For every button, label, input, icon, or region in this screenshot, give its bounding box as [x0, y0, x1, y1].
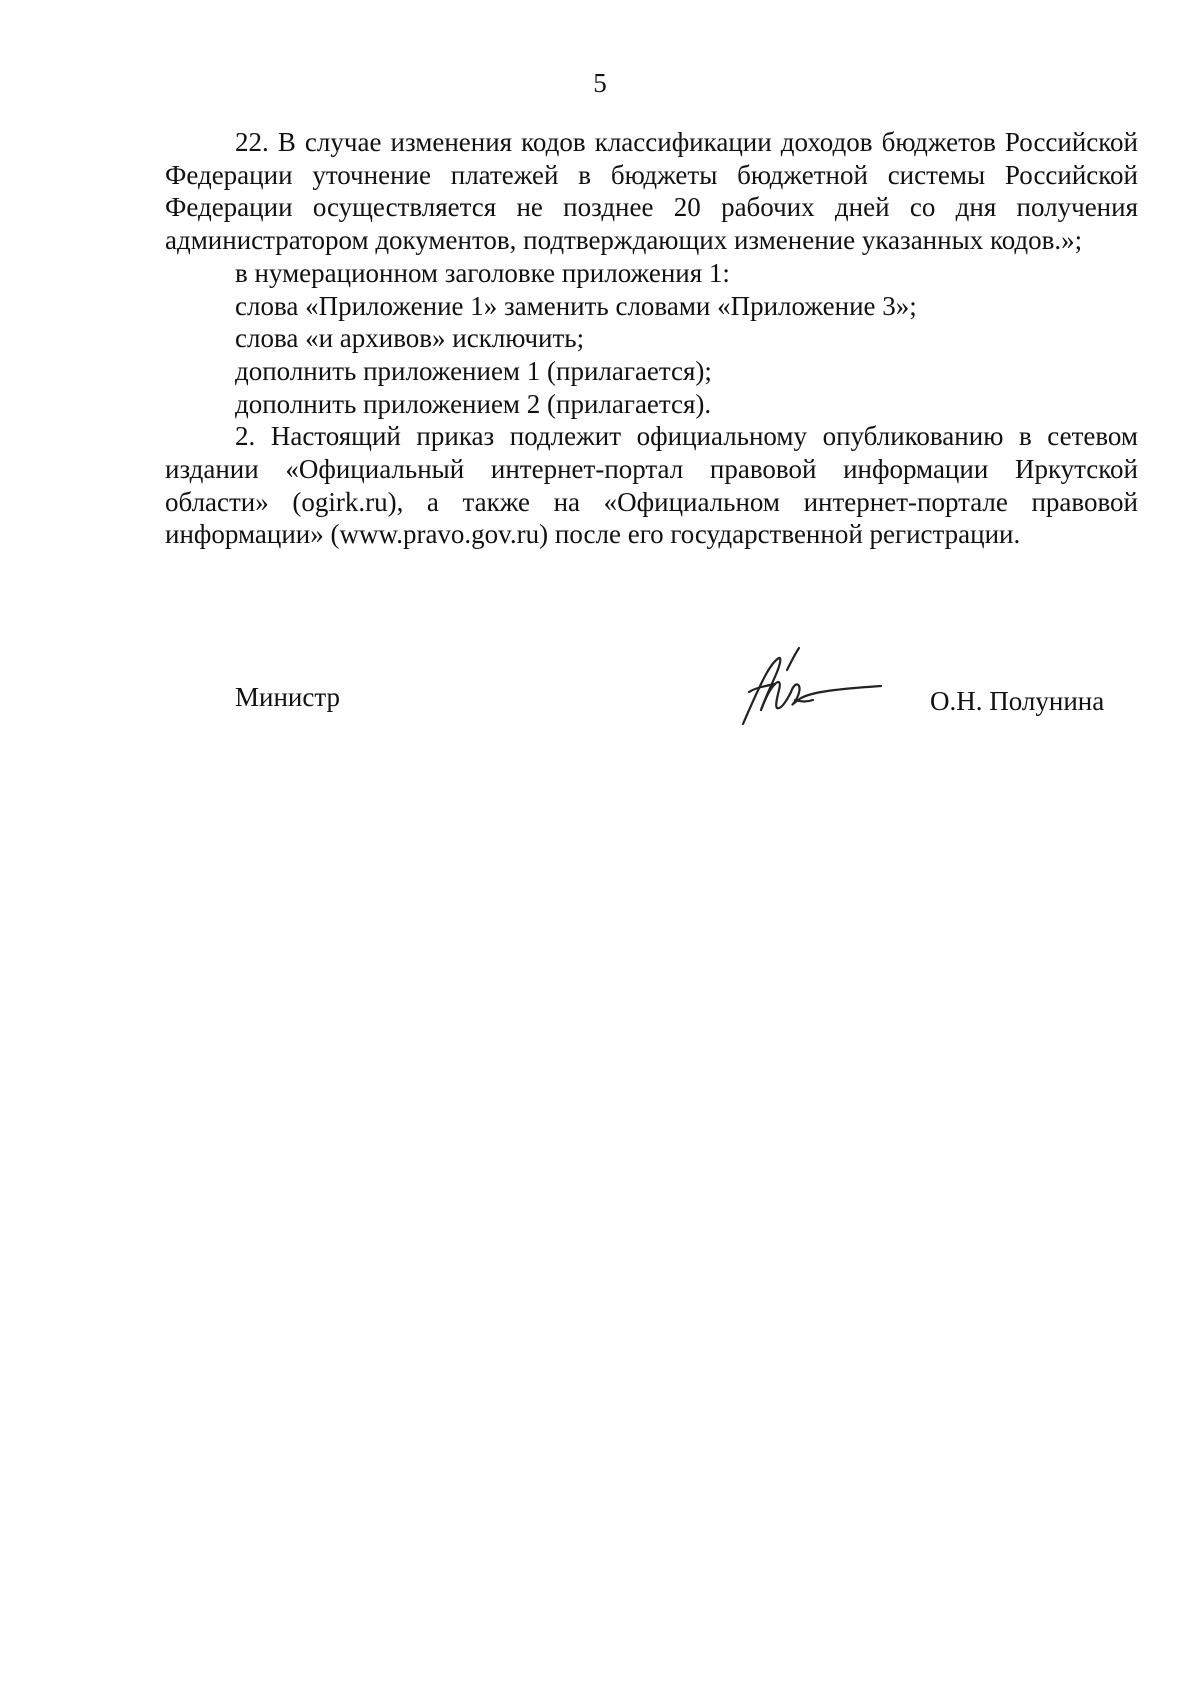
- paragraph-add-appendix-1: дополнить приложением 1 (прилагается);: [235, 355, 712, 386]
- page-number: 5: [593, 68, 607, 98]
- paragraph-publication: 2. Настоящий приказ подлежит официальному опубликованию в сетевом издании «Официальный интернет-портал правовой информации Иркутской области» (ogirk.ru), а также на «Официальном интернет-портале правовой информации» (www.pravo.gov.ru) после его государственной регистрации.: [165, 421, 1138, 550]
- signature-block: [0, 640, 1200, 730]
- document-body: [165, 126, 1138, 551]
- signatory-name: О.Н. Полунина: [930, 686, 1105, 716]
- paragraph-exclude-words: слова «и архивов» исключить;: [235, 323, 585, 354]
- paragraph-add-appendix-2: дополнить приложением 2 (прилагается).: [235, 388, 712, 419]
- paragraph-numbering-heading: в нумерационном заголовке приложения 1:: [235, 257, 730, 288]
- paragraph-item-22: 22. В случае изменения кодов классификации доходов бюджетов Российской Федерации уточнение платежей в бюджеты бюджетной системы Российской Федерации осуществляется не позднее 20 рабочих дней со дня получения администратором документов, подтверждающих изменение указанных кодов.»;: [165, 127, 1138, 256]
- handwritten-signature-icon: [735, 640, 885, 730]
- paragraph-replace-words: слова «Приложение 1» заменить словами «Приложение 3»;: [235, 290, 917, 321]
- signatory-role: Министр: [235, 682, 340, 712]
